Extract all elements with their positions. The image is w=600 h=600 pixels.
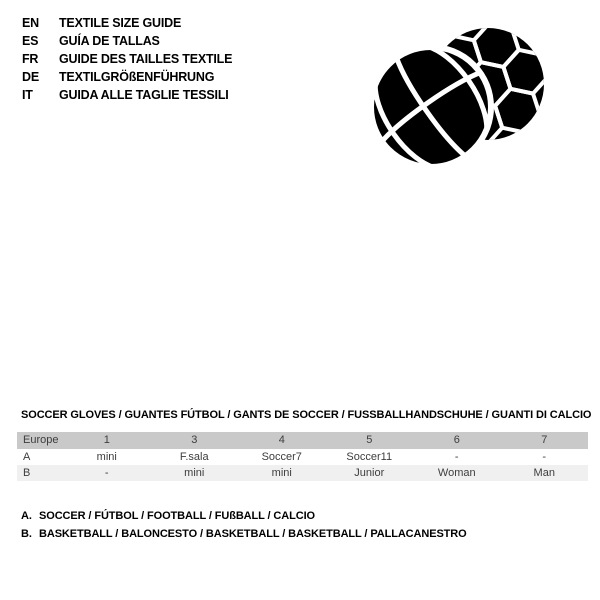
footnote-prefix: B. xyxy=(21,528,32,540)
size-cell: - xyxy=(542,451,547,464)
language-code: ES xyxy=(22,34,39,48)
size-cell: mini xyxy=(96,451,117,464)
size-table-header-row xyxy=(17,432,588,449)
size-cell: Woman xyxy=(437,467,476,479)
size-table-row-a xyxy=(17,449,588,465)
language-row-de xyxy=(22,68,232,86)
footnote-prefix: A. xyxy=(21,510,32,522)
language-label: GUIDE DES TAILLES TEXTILE xyxy=(59,52,233,66)
size-cell: - xyxy=(454,451,459,464)
size-cell: Soccer7 xyxy=(261,451,302,464)
size-cell: - xyxy=(104,467,109,479)
language-label: TEXTILGRÖßENFÜHRUNG xyxy=(59,70,215,84)
language-code: DE xyxy=(22,70,39,84)
header-cell-size: 4 xyxy=(238,432,326,449)
size-cell: mini xyxy=(184,467,205,479)
size-cell: Man xyxy=(533,467,555,479)
size-cell: Soccer11 xyxy=(346,451,393,464)
size-cell: mini xyxy=(271,467,292,479)
language-row-it xyxy=(22,86,232,104)
footnote-a xyxy=(21,507,467,525)
footnote-b xyxy=(21,525,467,543)
language-row-fr xyxy=(22,50,232,68)
size-cell: F.sala xyxy=(179,451,209,464)
size-table-row-b xyxy=(17,465,588,481)
language-row-en xyxy=(22,14,232,32)
language-code: EN xyxy=(22,16,39,30)
row-label: A xyxy=(23,451,31,464)
footnotes xyxy=(21,507,467,543)
footnote-text: BASKETBALL / BALONCESTO / BASKETBALL / BASKETBALL / PALLACANESTRO xyxy=(39,528,467,540)
header-cell-size: 5 xyxy=(326,432,414,449)
row-label: B xyxy=(23,467,31,479)
language-label: GUIDA ALLE TAGLIE TESSILI xyxy=(59,88,229,102)
language-label: GUÍA DE TALLAS xyxy=(59,34,160,48)
size-guide-section xyxy=(17,409,592,481)
language-row-es xyxy=(22,32,232,50)
header-cell-size: 7 xyxy=(501,432,589,449)
header-cell-size: 6 xyxy=(413,432,501,449)
size-cell: Junior xyxy=(354,467,385,479)
language-label: TEXTILE SIZE GUIDE xyxy=(59,16,182,30)
size-table-title: SOCCER GLOVES / GUANTES FÚTBOL / GANTS DE SOCCER / FUSSBALLHANDSCHUHE / GUANTI DI CALCIO xyxy=(21,409,592,421)
header-cell-region: Europe xyxy=(17,432,63,449)
basketball-and-soccer-ball-icon xyxy=(357,12,557,172)
footnote-text: SOCCER / FÚTBOL / FOOTBALL / FUßBALL / CALCIO xyxy=(39,510,315,522)
header-cell-size: 3 xyxy=(151,432,239,449)
language-code: IT xyxy=(22,88,33,102)
size-table xyxy=(17,432,588,481)
header-cell-size: 1 xyxy=(63,432,151,449)
language-guide xyxy=(22,14,232,104)
language-code: FR xyxy=(22,52,39,66)
